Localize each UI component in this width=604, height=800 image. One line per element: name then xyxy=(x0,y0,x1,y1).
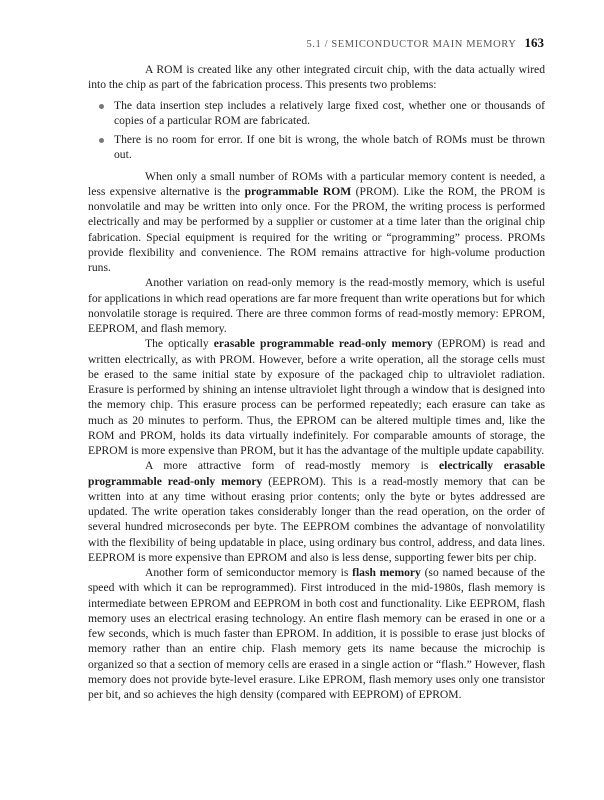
text-span: (EPROM) is read and written electrically, as with PROM. However, before a write operation, all the storage cells must be erased to the same initial state by exposure of the packaged chip to ultraviolet radiation. Erasure is performed by shining an intense ultraviolet light through a window that is designed into the memory chip. This erasure process can be performed repeatedly; each erasure can take as much as 20 minutes to perform. Thus, the EPROM can be altered multiple times and, like the ROM and PROM, holds its data virtually indefinitely. For comparable amounts of storage, the EPROM is more expensive than PROM, but it has the advantage of the multiple update capability. xyxy=(88,337,546,457)
section-title: 5.1 / SEMICONDUCTOR MAIN MEMORY xyxy=(306,39,517,50)
text-span: (PROM). Like the ROM, the PROM is nonvolatile and may be written into only once. For the PROM, the writing process is performed electrically and may be performed by a supplier or customer at a time later than the original chip fabrication. Special equipment is required for the writing or “programming” process. PROMs provide flexibility and convenience. The ROM remains attractive for high-volume production runs. xyxy=(88,184,545,274)
text-span: When only a small number of ROMs with a particular memory content is needed, a less expensive alternative is the xyxy=(88,169,545,198)
text-span: A more attractive form of read-mostly memory is xyxy=(145,459,440,473)
paragraph-prom xyxy=(88,169,545,276)
text-span: (EEPROM). This is a read-mostly memory that can be written into at any time without erasing prior contents; only the byte or bytes addressed are updated. The write operation takes considerably longer than the read operation, on the order of several hundred microseconds per byte. The EEPROM combines the advantage of nonvolatility with the flexibility of being updatable in place, using ordinary bus control, address, and data lines. EEPROM is more expensive than EPROM and also is less dense, supporting fewer bits per chip. xyxy=(88,474,545,564)
bullet-item: The data insertion step includes a relatively large fixed cost, whether one or thousands of copies of a particular ROM are fabricated. xyxy=(88,98,545,129)
key-term: flash memory xyxy=(352,566,421,579)
text-span: The optically xyxy=(145,337,214,351)
paragraph-flash xyxy=(88,565,545,702)
paragraph-eeprom xyxy=(88,458,545,565)
bullet-list xyxy=(88,98,545,163)
body-text xyxy=(88,62,545,702)
bullet-item: There is no room for error. If one bit is wrong, the whole batch of ROMs must be thrown out. xyxy=(88,132,545,163)
paragraph-eprom xyxy=(88,336,545,458)
paragraph-intro: A ROM is created like any other integrated circuit chip, with the data actually wired into the chip as part of the fabrication process. This presents two problems: xyxy=(88,63,545,92)
key-term: programmable ROM xyxy=(244,184,352,198)
text-span: (so named because of the speed with which it can be reprogrammed). First introduced in the mid-1980s, flash memory is intermediate between EPROM and EEPROM in both cost and functionality. Like EEPROM, flash memory uses an electrical erasing technology. An entire flash memory can be erased in one or a few seconds, which is much faster than EPROM. In addition, it is possible to erase just blocks of memory rather than an entire chip. Flash memory gets its name because the microchip is organized so that a section of memory cells are erased in a single action or “flash.” However, flash memory does not provide byte-level erasure. Like EPROM, flash memory uses only one transistor per bit, and so achieves the high density (compared with EEPROM) of EPROM. xyxy=(88,566,546,701)
text-span: Another form of semiconductor memory is xyxy=(145,566,353,579)
page-number: 163 xyxy=(524,35,544,50)
key-term: electrically erasable programmable read-only memory xyxy=(88,459,545,488)
key-term: erasable programmable read-only memory xyxy=(213,337,433,351)
running-header xyxy=(306,35,544,51)
paragraph-read-mostly: Another variation on read-only memory is the read-mostly memory, which is useful for applications in which read operations are far more frequent than write operations but for which nonvolatile storage is required. There are three common forms of read-mostly memory: EPROM, EEPROM, and flash memory. xyxy=(88,276,545,335)
